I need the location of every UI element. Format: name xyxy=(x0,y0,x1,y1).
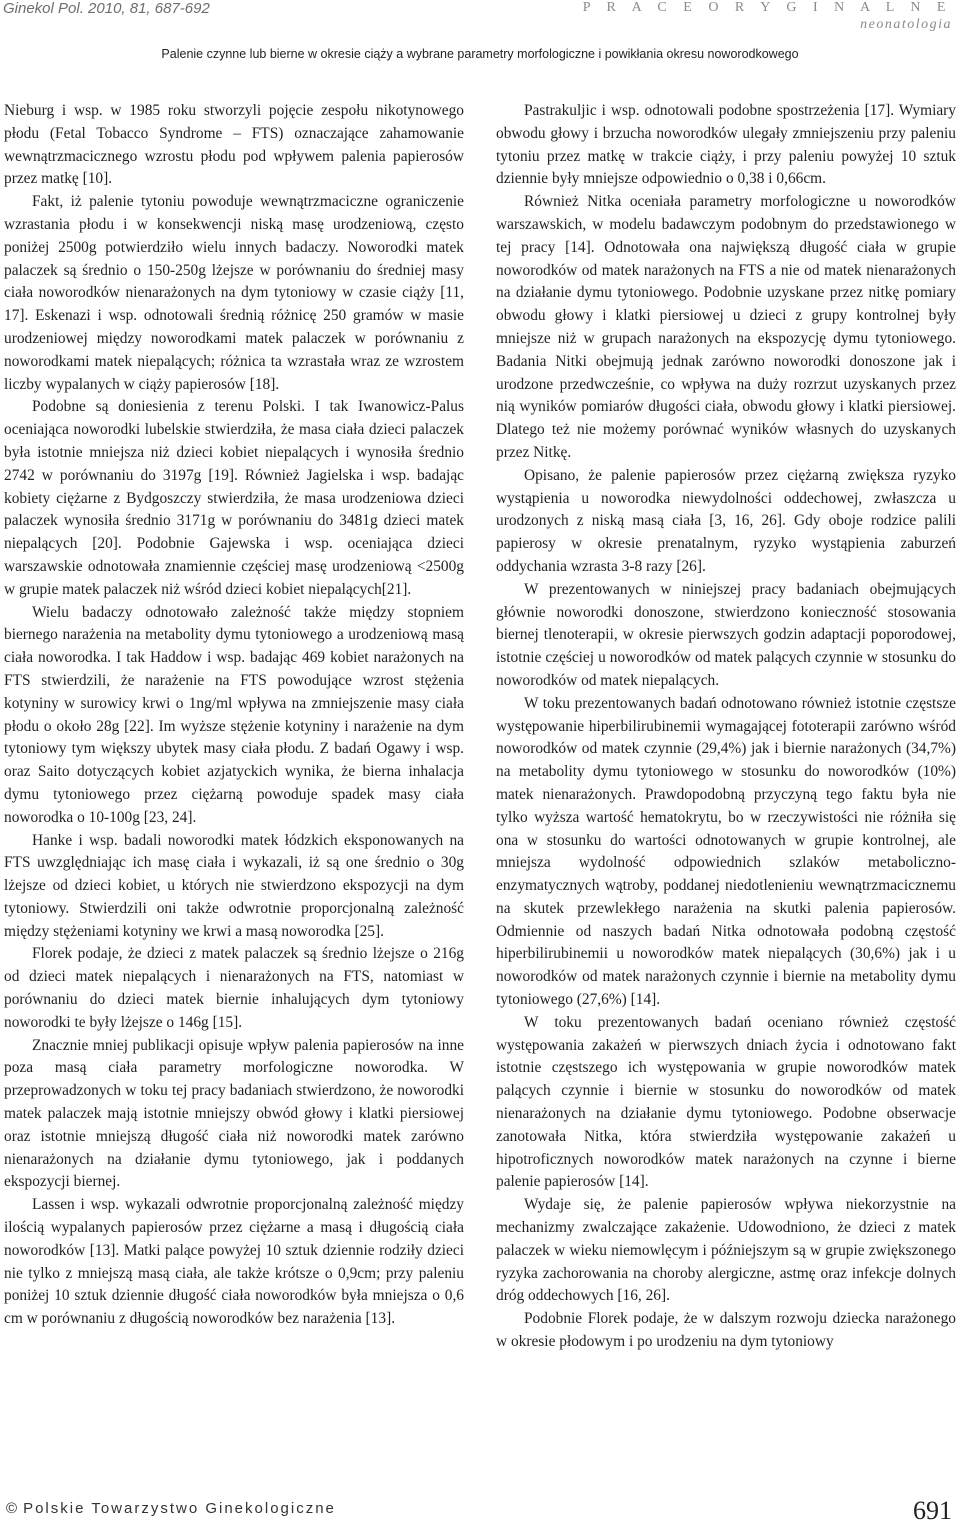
paragraph: Również Nitka oceniała parametry morfologiczne u noworodków warszawskich, w modelu badawczym podobnym do przedstawionego w tej pracy [14]. Odnotowała ona największą długość ciała w grupie noworodków od matek narażonych na FTS a nie od matek nienarażonych na działanie dymu tytoniowego. Podobnie uzyskane przez nitkę pomiary obwodu głowy i klatki piersiowej u dzieci z grupy kontrolnej były mniejsze niż w grupach narażonych na ekspozycję dymu tytoniowego. Badania Nitki obejmują jednak zarówno noworodki donoszone jak i urodzone przedwcześnie, co wpływa na duży rozrzut uzyskanych przez nią wyników pomiarów długości ciała, obwodu głowy i klatki piersiowej. Dlatego też nie możemy porównać wyników własnych do uzyskanych przez Nitkę. xyxy=(496,193,956,461)
paragraph: W toku prezentowanych badań oceniano również częstość występowania zakażeń w pierwszych dniach życia i odnotowano fakt istotnie częstszego ich występowania w grupie noworodków matek palących czynnie i biernie w stosunku do noworodków od matek nienarażonych na działanie dymu tytoniowego. Podobne obserwacje zanotowała Nitka, która stwierdziła występowanie zakażeń u hipotroficznych noworodków matek narażonych na czynne i bierne palenie papierosów [14]. xyxy=(496,1013,956,1191)
right-text-column xyxy=(496,100,956,1354)
paragraph: Opisano, że palenie papierosów przez ciężarną zwiększa ryzyko wystąpienia u noworodka niewydolności oddechowej, zwłaszcza u urodzonych z niską masą ciała [3, 16, 26]. Gdy oboje rodzice palili papierosy w okresie prenatalnym, ryzyko wystąpienia zaburzeń oddychania wzrasta 3-8 razy [26]. xyxy=(496,466,956,575)
paragraph: Wielu badaczy odnotowało zależność także między stopniem biernego narażenia na metabolity dymu tytoniowego a urodzeniową masą ciała noworodka. I tak Haddow i wsp. badając 469 kobiet narażonych na FTS stwierdzili, że narażenie na FTS powodujące wzrost stężenia kotyniny w surowicy krwi o 1ng/ml wpływa na zmniejszenie masy ciała płodu o około 28g [22]. Im wyższe stężenie kotyniny i narażenie na dym tytoniowy tym większy ubytek masy ciała płodu. Z badań Ogawy i wsp. oraz Saito dotyczących kobiet azjatyckich wynika, że bierna inhalacja dymu tytoniowego przez ciężarną powoduje spadek masy ciała noworodka o 10-100g [23, 24]. xyxy=(4,603,464,826)
paragraph: Nieburg i wsp. w 1985 roku stworzyli pojęcie zespołu nikotynowego płodu (Fetal Tobacco Syndrome – FTS) oznaczające zahamowanie wewnątrzmacicznego wzrostu płodu pod wpływem palenia papierosów przez matkę [10]. xyxy=(4,102,464,188)
subsection-label: neonatologia xyxy=(860,17,952,32)
paragraph: Lassen i wsp. wykazali odwrotnie proporcjonalną zależność między ilością wypalanych papierosów przez ciężarne a masą i długością ciała noworodków [13]. Matki palące powyżej 10 sztuk dziennie rodziły dzieci nie tylko z mniejszą masą ciała, ale także krótsze o 0,9cm; przy paleniu poniżej 10 sztuk dziennie długość ciała noworodków była mniejsza o 0,6 cm w porównaniu z długością noworodków bez narażenia [13]. xyxy=(4,1196,464,1328)
paragraph: Wydaje się, że palenie papierosów wpływa niekorzystnie na mechanizmy zwalczające zakażenie. Udowodniono, że dzieci z matek palaczek w wieku niemowlęcym i późniejszym są w grupie zwiększonego ryzyka zachorowania na choroby alergiczne, astmę oraz infekcje dolnych dróg oddechowych [16, 26]. xyxy=(496,1196,956,1305)
copyright-icon: © xyxy=(6,1500,18,1517)
paragraph: W prezentowanych w niniejszej pracy badaniach obejmujących głównie noworodki donoszone, stwierdzono konieczność stosowania biernej tlenoterapii, w okresie pierwszych godzin adaptacji poporodowej, istotnie częściej u noworodków od matek palących czynnie w stosunku do noworodków od matek niepalących. xyxy=(496,580,956,689)
society-name: Polskie Towarzystwo Ginekologiczne xyxy=(23,1500,336,1517)
paragraph: Pastrakuljic i wsp. odnotowali podobne spostrzeżenia [17]. Wymiary obwodu głowy i brzucha noworodków ulegały zmniejszeniu przy paleniu tytoniu przez matkę w trakcie ciąży, i przy paleniu powyżej 10 sztuk dziennie były mniejsze odpowiednio o 0,38 i 0,66cm. xyxy=(496,102,956,188)
journal-citation: Ginekol Pol. 2010, 81, 687-692 xyxy=(3,0,210,17)
running-title: Palenie czynne lub bierne w okresie ciąży a wybrane parametry morfologiczne i powikłania okresu noworodkowego xyxy=(161,47,799,61)
paragraph: W toku prezentowanych badań odnotowano również istotnie częstsze występowanie hiperbilirubinemii wymagającej fototerapii zarówno wśród noworodków od matek czynnie (29,4%) jak i biernie narażonych (34,7%) na metabolity dymu tytoniowego w stosunku do noworodków (10%) matek nienarażonych. Prawdopodobną przyczyną tego faktu była nie tylko wyższa wartość hematokrytu, bo w rzeczywistości nie różniła się ona w stosunku do wartości odnotowanych w grupie kontrolnej, ale mniejsza wydolność odpowiednich szlaków metaboliczno-enzymatycznych wątroby, poddanej niedotlenieniu wewnątrzmacicznemu na skutek przewlekłego narażenia na skutki palenia papierosów. Odmiennie od naszych badań Nitka odnotowała podobną częstość hiperbilirubinemii u noworodków matek niepalących (30,6%) jak i u noworodków od matek narażonych czynnie i biernie na metabolity dymu tytoniowego (27,6%) [14]. xyxy=(496,694,956,1009)
paragraph: Podobne są doniesienia z terenu Polski. I tak Iwanowicz-Palus oceniająca noworodki lubelskie stwierdziła, że masa ciała dzieci palaczek była istotnie mniejsza niż dzieci kobiet niepalących i wynosiła średnio 2742 w porównaniu do 3197g [19]. Również Jagielska i wsp. badając kobiety ciężarne z Bydgoszczy stwierdziła, że masa urodzeniowa dzieci palaczek wynosiła średnio 3171g w porównaniu do 3481g dzieci matek niepalących [20]. Podobnie Gajewska i wsp. oceniająca dzieci warszawskie odnotowała znamiennie częściej masę urodzeniową <2500g w grupie matek palaczek niż wśród dzieci kobiet niepalących[21]. xyxy=(4,398,464,598)
footer-copyright xyxy=(6,1500,336,1517)
paragraph: Florek podaje, że dzieci z matek palaczek są średnio lżejsze o 216g od dzieci matek niepalących i nienarażonych na FTS, natomiast w porównaniu do dzieci matek biernie inhalujących dym tytoniowy noworodki te były lżejsze o 146g [15]. xyxy=(4,945,464,1031)
page-number: 691 xyxy=(913,1496,952,1525)
section-label: P R A C E O R Y G I N A L N E xyxy=(582,0,952,15)
left-text-column xyxy=(4,100,464,1331)
paragraph: Znacznie mniej publikacji opisuje wpływ palenia papierosów na inne poza masą ciała parametry morfologiczne noworodka. W przeprowadzonych w toku tej pracy badaniach stwierdzono, że noworodki matek palaczek mają istotnie mniejszy obwód głowy i klatki piersiowej oraz istotnie mniejszą długość ciała niż noworodki matek zarówno nienarażonych na działanie dymu tytoniowego, jak i poddanych ekspozycji biernej. xyxy=(4,1036,464,1191)
paragraph: Hanke i wsp. badali noworodki matek łódzkich eksponowanych na FTS uwzględniając ich masę ciała i wykazali, iż są one średnio o 30g lżejsze od dzieci kobiet, u których nie stwierdzono ekspozycji na dym tytoniowy. Stwierdzili oni także odwrotnie proporcjonalną zależność między stężeniami kotyniny we krwi a masą noworodka [25]. xyxy=(4,831,464,940)
paragraph: Podobnie Florek podaje, że w dalszym rozwoju dziecka narażonego w okresie płodowym i po urodzeniu na dym tytoniowy xyxy=(496,1310,956,1351)
paragraph: Fakt, iż palenie tytoniu powoduje wewnątrzmaciczne ograniczenie wzrastania płodu i w konsekwencji niską masę urodzeniową, często poniżej 2500g potwierdziło wielu innych badaczy. Noworodki matek palaczek są średnio o 150-250g lżejsze w porównaniu do średniej masy ciała noworodków nienarażonych na dym tytoniowy w czasie ciąży [11, 17]. Eskenazi i wsp. odnotowali średnią różnicę 250 gramów w masie urodzeniowej między noworodkami matek palaczek w porównaniu z noworodkami matek niepalących; różnica ta wzrastała wraz ze wzrostem liczby wypalanych w ciąży papierosów [18]. xyxy=(4,193,464,393)
